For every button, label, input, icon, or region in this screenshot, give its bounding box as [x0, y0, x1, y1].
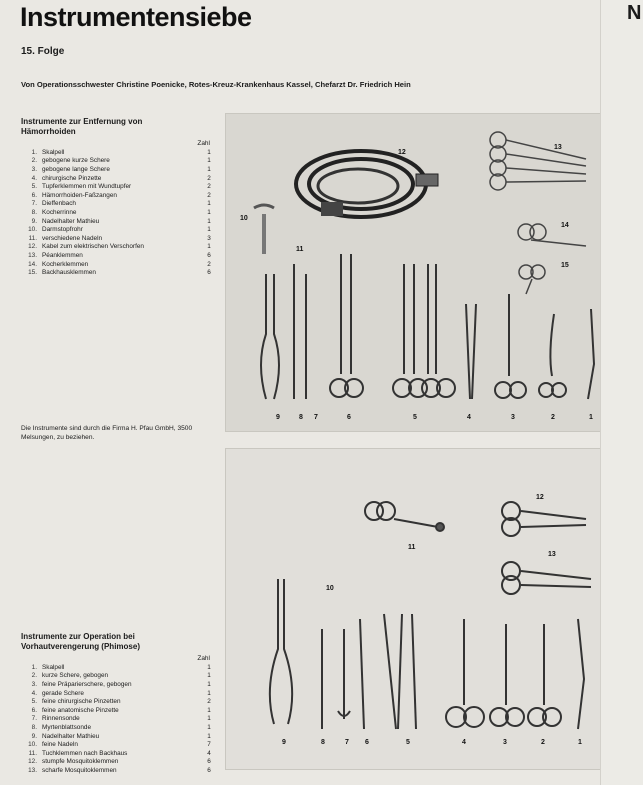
item-quantity: 1	[207, 723, 211, 731]
list-item	[21, 698, 216, 707]
item-number: 14.	[28, 260, 37, 268]
list-item	[21, 681, 216, 690]
item-name: Myrtenblattsonde	[42, 723, 92, 731]
item-quantity: 4	[207, 749, 211, 757]
item-number: 10.	[28, 741, 37, 749]
figure-label: 5	[413, 414, 417, 421]
supplier-note: Die Instrumente sind durch die Firma H. Pfau GmbH, 3500 Melsungen, zu beziehen.	[21, 425, 193, 441]
list-item	[21, 226, 216, 235]
figure-label: 2	[541, 739, 545, 746]
item-quantity: 2	[207, 191, 211, 199]
list-item	[21, 707, 216, 716]
item-quantity: 6	[207, 269, 211, 277]
figure-label: 10	[326, 585, 334, 592]
figure-label: 7	[345, 739, 349, 746]
item-number: 7.	[31, 200, 37, 208]
list-item	[21, 741, 216, 750]
section-title-line: Vorhautverengerung (Phimose)	[21, 642, 140, 651]
item-quantity: 1	[207, 226, 211, 234]
section-title-line: Instrumente zur Operation bei	[21, 632, 135, 641]
item-name: Kocherklemmen	[42, 260, 89, 268]
instrument-list	[21, 149, 216, 278]
item-number: 10.	[28, 226, 37, 234]
list-item	[21, 269, 216, 278]
instrument-illustration	[226, 114, 604, 431]
item-quantity: 7	[207, 741, 211, 749]
item-number: 15.	[28, 269, 37, 277]
item-name: Tupferklemmen mit Wundtupfer	[42, 183, 132, 191]
section-haemorrhoiden	[21, 117, 216, 278]
list-item	[21, 183, 216, 192]
item-number: 3.	[31, 680, 37, 688]
adjacent-page-edge	[600, 0, 643, 785]
list-item	[21, 235, 216, 244]
item-name: Dieffenbach	[42, 200, 76, 208]
item-name: chirurgische Pinzette	[42, 174, 102, 182]
figure-label: 6	[347, 414, 351, 421]
figure-label: 3	[511, 414, 515, 421]
section-title	[21, 632, 216, 652]
figure-label: 8	[321, 739, 325, 746]
figure-label: 7	[314, 414, 318, 421]
item-number: 5.	[31, 698, 37, 706]
figure-label: 12	[398, 149, 406, 156]
figure-label: 6	[365, 739, 369, 746]
figure-label: 3	[503, 739, 507, 746]
item-quantity: 1	[207, 663, 211, 671]
item-number: 11.	[28, 234, 37, 242]
item-number: 8.	[31, 208, 37, 216]
list-item	[21, 664, 216, 673]
item-quantity: 3	[207, 234, 211, 242]
list-item	[21, 715, 216, 724]
quantity-header: Zahl	[197, 655, 210, 662]
item-name: Rinnensonde	[42, 715, 80, 723]
item-name: verschiedene Nadeln	[42, 234, 103, 242]
quantity-header: Zahl	[197, 140, 210, 147]
item-name: feine Präparierschere, gebogen	[42, 680, 132, 688]
instrument-illustration	[226, 449, 604, 769]
list-item	[21, 690, 216, 699]
item-number: 12.	[28, 243, 37, 251]
figure-label: 13	[554, 144, 562, 151]
item-name: Nadelhalter Mathieu	[42, 732, 100, 740]
item-number: 1.	[31, 663, 37, 671]
item-name: stumpfe Mosquitoklemmen	[42, 758, 119, 766]
list-item	[21, 192, 216, 201]
item-quantity: 1	[207, 672, 211, 680]
item-quantity: 6	[207, 758, 211, 766]
section-title	[21, 117, 216, 137]
item-quantity: 1	[207, 680, 211, 688]
figure-label: 9	[282, 739, 286, 746]
item-quantity: 1	[207, 157, 211, 165]
item-quantity: 1	[207, 732, 211, 740]
item-number: 6.	[31, 191, 37, 199]
list-item	[21, 243, 216, 252]
item-number: 9.	[31, 217, 37, 225]
item-number: 1.	[31, 148, 37, 156]
figure-label: 8	[299, 414, 303, 421]
item-quantity: 6	[207, 766, 211, 774]
item-quantity: 1	[207, 200, 211, 208]
adjacent-page-letter: N	[627, 2, 642, 24]
item-quantity: 1	[207, 208, 211, 216]
list-item	[21, 758, 216, 767]
item-quantity: 2	[207, 698, 211, 706]
list-item	[21, 672, 216, 681]
item-number: 3.	[31, 165, 37, 173]
item-name: Kabel zum elektrischen Verschorfen	[42, 243, 144, 251]
page-title: Instrumentensiebe	[20, 2, 252, 32]
item-name: gebogene kurze Schere	[42, 157, 110, 165]
list-item	[21, 733, 216, 742]
item-number: 6.	[31, 706, 37, 714]
series-number: 15. Folge	[21, 46, 65, 57]
item-name: kurze Schere, gebogen	[42, 672, 109, 680]
item-number: 5.	[31, 183, 37, 191]
item-number: 12.	[28, 758, 37, 766]
item-number: 4.	[31, 174, 37, 182]
figure-label: 1	[578, 739, 582, 746]
list-item	[21, 218, 216, 227]
figure-label: 10	[240, 215, 248, 222]
item-number: 13.	[28, 766, 37, 774]
item-quantity: 2	[207, 183, 211, 191]
author-byline: Von Operationsschwester Christine Poenicke, Rotes-Kreuz-Krankenhaus Kassel, Chefarzt Dr. Friedrich Hein	[21, 80, 411, 89]
instrument-list	[21, 664, 216, 776]
item-name: Péanklemmen	[42, 251, 83, 259]
list-item	[21, 209, 216, 218]
item-number: 7.	[31, 715, 37, 723]
item-name: Nadelhalter Mathieu	[42, 217, 100, 225]
item-quantity: 2	[207, 260, 211, 268]
instrument-photo-haemorrhoiden	[225, 113, 605, 432]
figure-label: 5	[406, 739, 410, 746]
figure-label: 4	[462, 739, 466, 746]
list-item	[21, 200, 216, 209]
figure-label: 12	[536, 494, 544, 501]
item-quantity: 1	[207, 148, 211, 156]
item-name: feine anatomische Pinzette	[42, 706, 119, 714]
list-item	[21, 166, 216, 175]
item-name: Skalpell	[42, 148, 65, 156]
list-item	[21, 157, 216, 166]
item-number: 11.	[28, 749, 37, 757]
item-name: gerade Schere	[42, 689, 84, 697]
list-item	[21, 149, 216, 158]
item-quantity: 6	[207, 251, 211, 259]
figure-label: 13	[548, 551, 556, 558]
item-quantity: 1	[207, 217, 211, 225]
item-number: 2.	[31, 672, 37, 680]
section-phimose	[21, 632, 216, 776]
item-quantity: 1	[207, 243, 211, 251]
list-item	[21, 175, 216, 184]
item-number: 13.	[28, 251, 37, 259]
item-name: Tuchklemmen nach Backhaus	[42, 749, 128, 757]
item-name: Backhausklemmen	[42, 269, 96, 277]
list-item	[21, 724, 216, 733]
list-item	[21, 750, 216, 759]
item-name: Hämorrhoiden-Faßzangen	[42, 191, 117, 199]
item-name: Darmstopfrohr	[42, 226, 83, 234]
item-number: 9.	[31, 732, 37, 740]
item-name: feine Nadeln	[42, 741, 78, 749]
item-quantity: 1	[207, 689, 211, 697]
item-quantity: 1	[207, 165, 211, 173]
list-item	[21, 252, 216, 261]
section-title-line: Hämorrhoiden	[21, 127, 76, 136]
list-item	[21, 767, 216, 776]
instrument-photo-phimose	[225, 448, 605, 770]
section-title-line: Instrumente zur Entfernung von	[21, 117, 143, 126]
figure-label: 11	[296, 246, 304, 253]
item-number: 8.	[31, 723, 37, 731]
figure-label: 4	[467, 414, 471, 421]
item-quantity: 1	[207, 715, 211, 723]
item-name: Kocherrinne	[42, 208, 77, 216]
item-quantity: 2	[207, 174, 211, 182]
item-name: Skalpell	[42, 663, 65, 671]
figure-label: 1	[589, 414, 593, 421]
list-item	[21, 261, 216, 270]
item-number: 2.	[31, 157, 37, 165]
item-quantity: 1	[207, 706, 211, 714]
figure-label: 15	[561, 262, 569, 269]
item-number: 4.	[31, 689, 37, 697]
figure-label: 2	[551, 414, 555, 421]
item-name: gebogene lange Schere	[42, 165, 110, 173]
item-name: feine chirurgische Pinzetten	[42, 698, 121, 706]
item-name: scharfe Mosquitoklemmen	[42, 766, 117, 774]
figure-label: 9	[276, 414, 280, 421]
figure-label: 14	[561, 222, 569, 229]
figure-label: 11	[408, 544, 416, 551]
